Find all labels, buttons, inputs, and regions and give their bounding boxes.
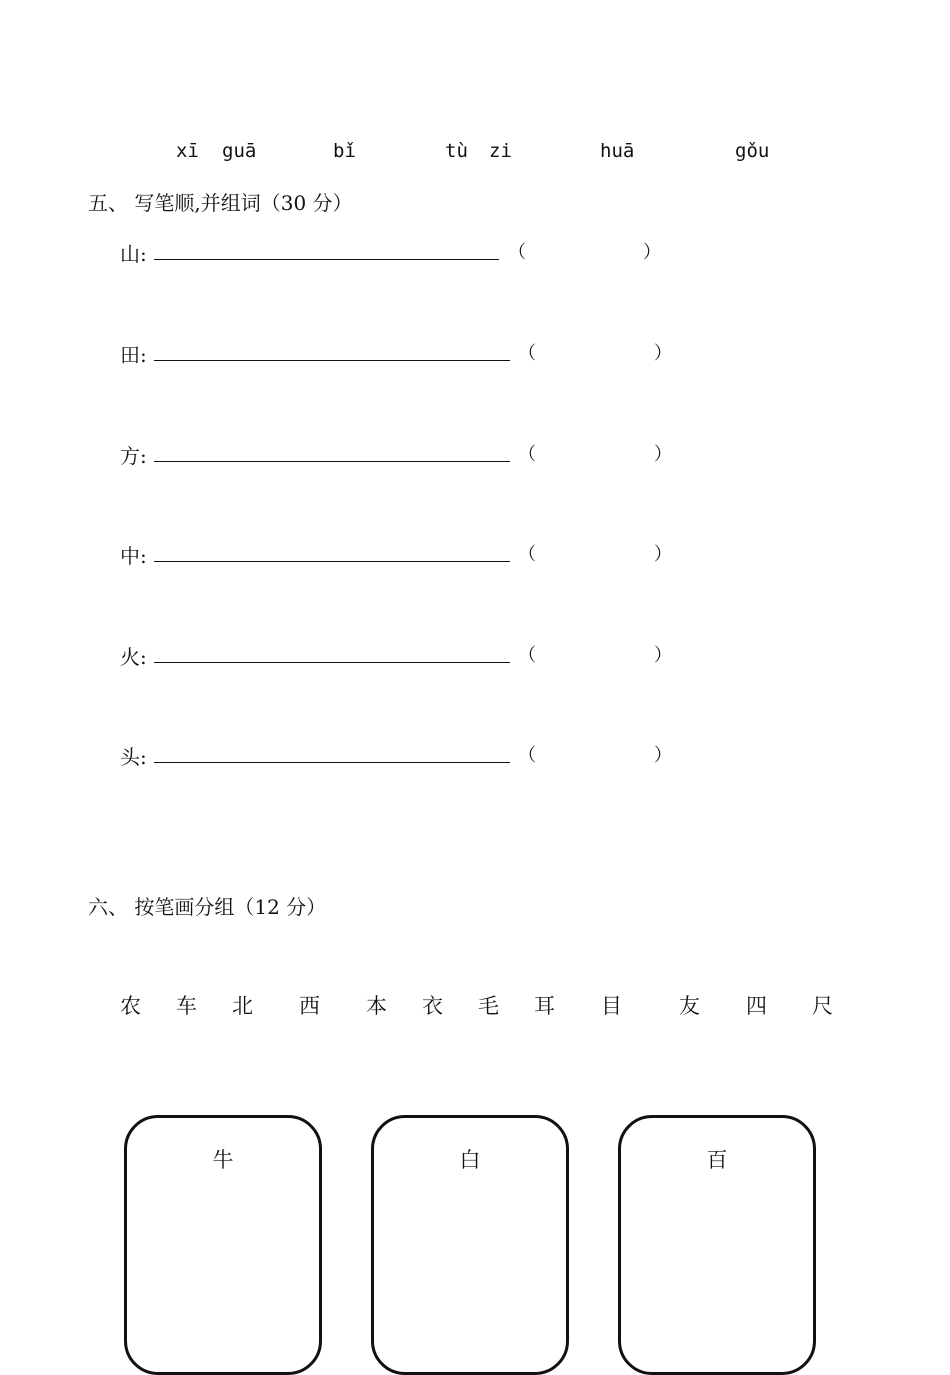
group-card-label: 百 (706, 1148, 728, 1172)
close-paren: ） (654, 645, 672, 666)
pool-char: 毛 (478, 994, 499, 1018)
pinyin-bi: bǐ (333, 140, 356, 162)
row-char-label: 山: (120, 242, 147, 266)
open-paren: （ (518, 343, 536, 364)
open-paren: （ (518, 544, 536, 565)
close-paren: ） (654, 343, 672, 364)
group-card-bai-hundred[interactable] (618, 1115, 816, 1375)
pool-char: 北 (232, 994, 253, 1018)
pool-char: 友 (679, 994, 700, 1018)
pool-char: 尺 (812, 994, 833, 1018)
row-char-label: 火: (120, 645, 147, 669)
section-5-title: 五、 写笔顺,并组词（30 分） (88, 191, 353, 215)
pool-char: 耳 (534, 994, 555, 1018)
open-paren: （ (508, 242, 526, 263)
group-card-niu[interactable] (124, 1115, 322, 1375)
pool-char: 农 (120, 994, 141, 1018)
pinyin-tu: tù (445, 140, 468, 162)
group-card-bai[interactable] (371, 1115, 569, 1375)
pool-char: 目 (601, 994, 622, 1018)
stroke-answer-line[interactable] (154, 561, 510, 562)
pool-char: 四 (746, 994, 767, 1018)
stroke-answer-line[interactable] (154, 762, 510, 763)
open-paren: （ (518, 444, 536, 465)
pinyin-zi: zi (489, 140, 512, 162)
group-card-label: 白 (459, 1148, 481, 1172)
close-paren: ） (654, 444, 672, 465)
close-paren: ） (654, 745, 672, 766)
pool-char: 衣 (422, 994, 443, 1018)
pinyin-xi: xī (176, 140, 199, 162)
pool-char: 西 (299, 994, 320, 1018)
pinyin-hua: huā (600, 140, 635, 162)
close-paren: ） (654, 544, 672, 565)
pinyin-gou: gǒu (735, 140, 770, 162)
group-card-label: 牛 (212, 1148, 234, 1172)
close-paren: ） (643, 242, 661, 263)
pool-char: 本 (366, 994, 387, 1018)
pool-char: 车 (176, 994, 197, 1018)
open-paren: （ (518, 745, 536, 766)
row-char-label: 方: (120, 444, 147, 468)
stroke-answer-line[interactable] (154, 360, 510, 361)
section-6-title: 六、 按笔画分组（12 分） (88, 895, 327, 919)
row-char-label: 中: (120, 544, 147, 568)
stroke-answer-line[interactable] (154, 259, 499, 260)
stroke-answer-line[interactable] (154, 461, 510, 462)
stroke-answer-line[interactable] (154, 662, 510, 663)
pinyin-gua: guā (222, 140, 257, 162)
row-char-label: 田: (120, 343, 147, 367)
row-char-label: 头: (120, 745, 147, 769)
open-paren: （ (518, 645, 536, 666)
